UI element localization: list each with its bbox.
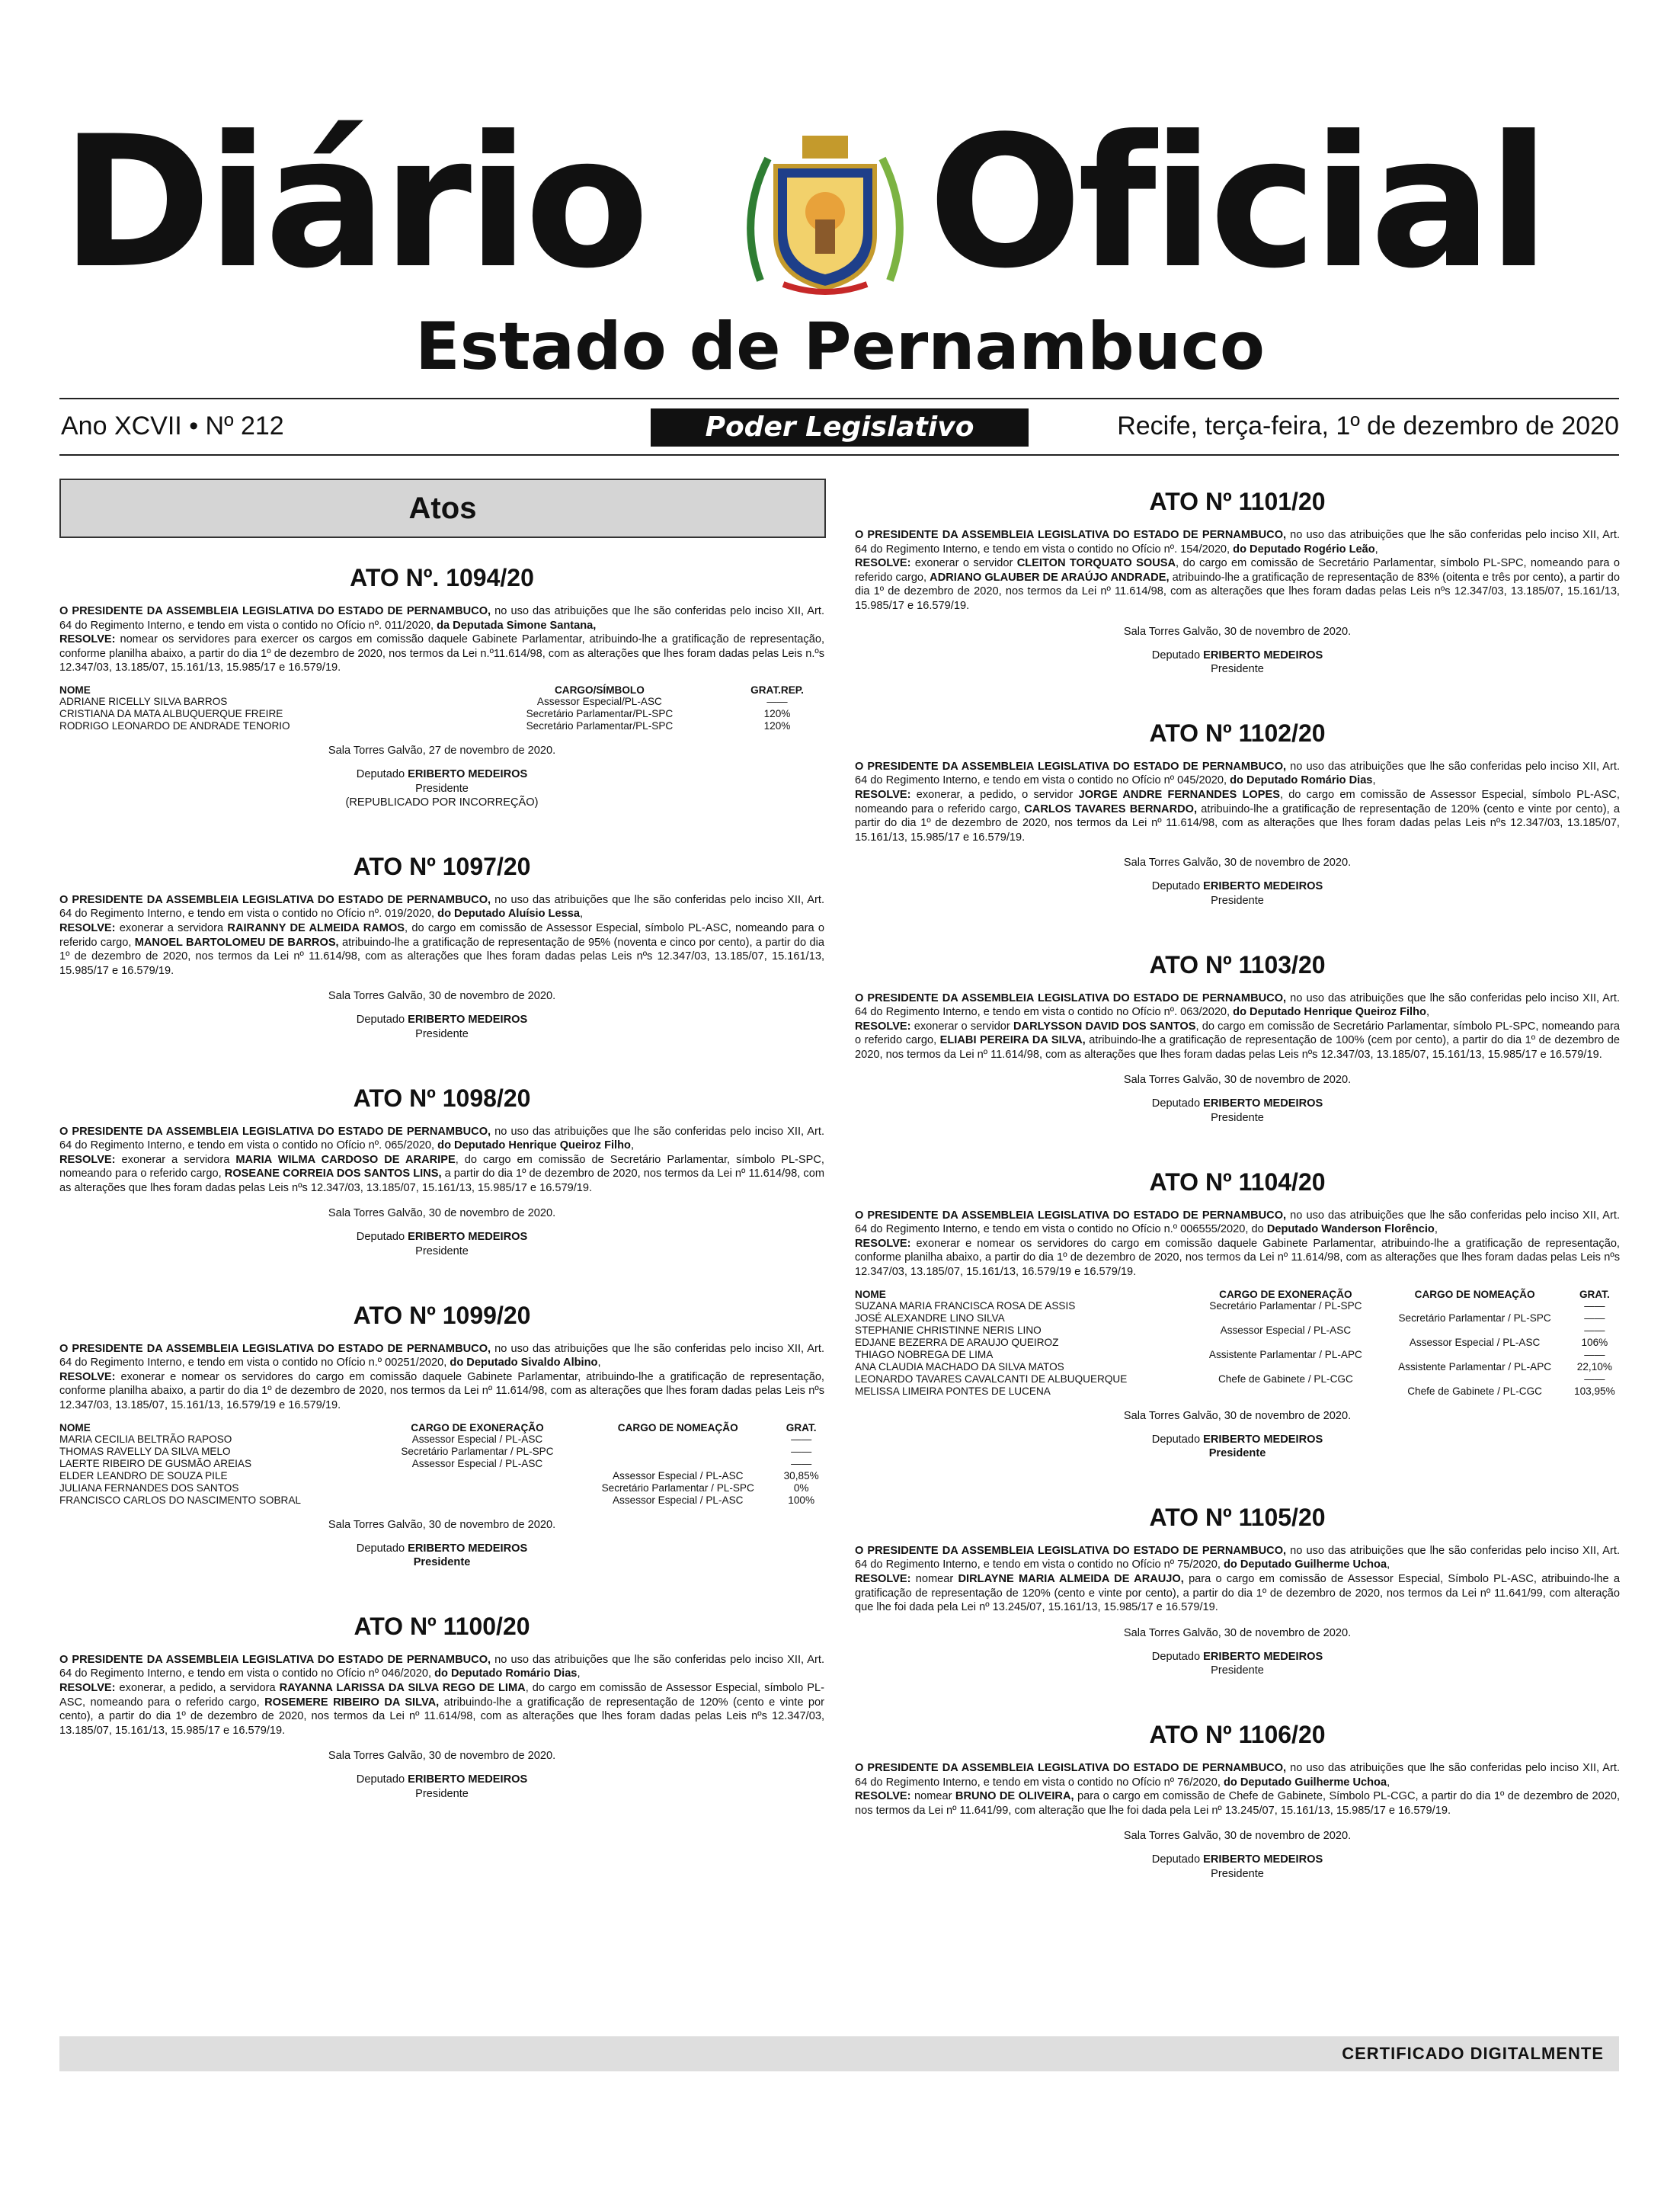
ato-1102	[855, 719, 1620, 908]
table-row: ELDER LEANDRO DE SOUZA PILE Assessor Especial / PL-ASC 30,85%	[59, 1469, 819, 1481]
ato-title: ATO Nº 1102/20	[1149, 719, 1326, 747]
signature: Deputado ERIBERTO MEDEIROS Presidente	[1151, 649, 1323, 676]
table-row: MARIA CECILIA BELTRÃO RAPOSO Assessor Especial / PL-ASC ——	[59, 1433, 812, 1445]
right-column	[855, 479, 1620, 1924]
ato-body: O PRESIDENTE DA ASSEMBLEIA LEGISLATIVA DO ESTADO DE PERNAMBUCO, no uso das atribuições que lhe são conferidas pelo inciso XII, Art. 64 do Regimento Interno, e tendo em vista o contido no Ofício nº. 154/2020, do Deputado Rogério Leão, RESOLVE: exonerar o servidor CLEITON TORQUATO SOUSA, do cargo em comissão de Secretário Parlamentar, símbolo PL-SPC, nomeando para o referido cargo, ADRIANO GLAUBER DE ARAÚJO ANDRADE, atribuindo-lhe a gratificação de representação de 83% (oitenta e três por cento), a partir do dia 1º de dezembro de 2020, nos termos da Lei nº 11.614/98, com as alterações que lhes foram dadas pelas Leis nºs 12.347/03, 13.185/07, 15.161/13, 15.985/17 e 16.579/19.	[855, 529, 1621, 612]
atos-header: Atos	[59, 479, 826, 538]
ato-body: O PRESIDENTE DA ASSEMBLEIA LEGISLATIVA DO ESTADO DE PERNAMBUCO, no uso das atribuições que lhe são conferidas pelo inciso XII, Art. 64 do Regimento Interno, e tendo em vista o contido no Ofício n.º 00251/2020, do Deputado Sivaldo Albino, RESOLVE: exonerar e nomear os servidores do cargo em comissão daquele Gabinete Parlamentar, atribuindo-lhe a gratificação de representação, conforme planilha abaixo, a partir do dia 1º de dezembro de 2020, nos termos da Lei nº 11.614/98, com as alterações que lhes foram dadas pelas Leis nºs 12.347/03, 13.185/07, 15.161/13, 16.579/19 e 16.579/19.	[59, 1342, 825, 1412]
issue-number: Ano XCVII • Nº 212	[61, 412, 284, 440]
signature: Deputado ERIBERTO MEDEIROS Presidente	[356, 1231, 528, 1258]
signature: Deputado ERIBERTO MEDEIROS Presidente	[1151, 1433, 1323, 1460]
place-date: Sala Torres Galvão, 30 de novembro de 2020.	[1123, 1830, 1352, 1843]
table-row: STEPHANIE CHRISTINNE NERIS LINO Assessor Especial / PL-ASC ——	[855, 1324, 1605, 1336]
table-row: SUZANA MARIA FRANCISCA ROSA DE ASSIS Secretário Parlamentar / PL-SPC ——	[855, 1299, 1605, 1312]
ato-title: ATO Nº 1104/20	[1149, 1168, 1326, 1196]
place-date: Sala Torres Galvão, 30 de novembro de 2020.	[328, 1518, 556, 1531]
place-date: Sala Torres Galvão, 30 de novembro de 2020.	[1123, 625, 1352, 638]
signature: Deputado ERIBERTO MEDEIROS Presidente	[1151, 880, 1323, 907]
signature: Deputado ERIBERTO MEDEIROS Presidente	[356, 1542, 528, 1569]
signature: Deputado ERIBERTO MEDEIROS Presidente	[356, 1773, 528, 1800]
ato-title: ATO Nº 1101/20	[1149, 488, 1326, 515]
ato-1103	[855, 951, 1620, 1126]
table-row: CRISTIANA DA MATA ALBUQUERQUE FREIRE Secretário Parlamentar/PL-SPC 120%	[59, 707, 791, 719]
ato-title: ATO Nº. 1094/20	[350, 564, 534, 591]
digital-certificate-label: CERTIFICADO DIGITALMENTE	[1342, 2044, 1604, 2063]
ato-1101	[855, 488, 1620, 677]
ato-body: O PRESIDENTE DA ASSEMBLEIA LEGISLATIVA DO ESTADO DE PERNAMBUCO, no uso das atribuições que lhe são conferidas pelo inciso XII, Art. 64 do Regimento Interno, e tendo em vista o contido no Ofício nº. 019/2020, do Deputado Aluísio Lessa, RESOLVE: exonerar a servidora RAIRANNY DE ALMEIDA RAMOS, do cargo em comissão de Assessor Especial, símbolo PL-ASC, nomeando para o referido cargo, MANOEL BARTOLOMEU DE BARROS, atribuindo-lhe a gratificação de representação de 95% (noventa e cinco por cento), a partir do dia 1º de dezembro de 2020, nos termos da Lei nº 11.614/98, com as alterações que lhes foram dadas pelas Leis nºs 12.347/03, 13.185/07, 15.161/13, 15.985/17 e 16.579/19.	[59, 893, 825, 977]
ato-body: O PRESIDENTE DA ASSEMBLEIA LEGISLATIVA DO ESTADO DE PERNAMBUCO, no uso das atribuições que lhe são conferidas pelo inciso XII, Art. 64 do Regimento Interno, e tendo em vista o contido no Ofício nº 75/2020, do Deputado Guilherme Uchoa, RESOLVE: nomear DIRLAYNE MARIA ALMEIDA DE ARAUJO, para o cargo em comissão de Assessor Especial, Símbolo PL-ASC, atribuindo-lhe a gratificação de representação de 120% (cento e vinte por cento), a partir do dia 1º de dezembro de 2020, nos termos da Lei nº 11.641/99, com alteração que lhe foi dada pela Lei nº 13.245/07, 15.161/13, 15.985/17 e 16.579/19.	[855, 1544, 1621, 1614]
servants-table: NOME CARGO DE EXONERAÇÃO CARGO DE NOMEAÇÃO GRAT. MARIA CECILIA BELTRÃO RAPOSO Assessor Especial / PL-ASC —— THOMAS RAVELLY DA SILVA MELO Secretário Parlamentar / PL-SPC —— LAERTE RIBEIRO DE GUSMÃO AREIAS Assessor Especial / PL-ASC —— ELDER LEANDRO DE SOUZA PILE Assessor Especial / PL-ASC 30,85% JULIANA FERNANDES DOS SANTOS Secretário Parlamentar / PL-SPC 0% FRANCISCO CARLOS DO NASCIMENTO SOBRAL Assessor Especial / PL-ASC 100%	[59, 1422, 824, 1507]
ato-1098	[59, 1084, 824, 1259]
table-row: FRANCISCO CARLOS DO NASCIMENTO SOBRAL Assessor Especial / PL-ASC 100%	[59, 1494, 815, 1506]
ato-title: ATO Nº 1097/20	[353, 852, 531, 880]
table-row: JOSÉ ALEXANDRE LINO SILVA Secretário Parlamentar / PL-SPC ——	[855, 1312, 1605, 1324]
section-label: Poder Legislativo	[651, 408, 1029, 447]
ato-1097	[59, 853, 824, 1042]
ato-1099	[59, 1302, 824, 1570]
ato-title: ATO Nº 1106/20	[1149, 1720, 1326, 1748]
ato-body: O PRESIDENTE DA ASSEMBLEIA LEGISLATIVA DO ESTADO DE PERNAMBUCO, no uso das atribuições que lhe são conferidas pelo inciso XII, Art. 64 do Regimento Interno, e tendo em vista o contido no Ofício n.º 006555/2020, do Deputado Wanderson Florêncio, RESOLVE: exonerar e nomear os servidores do cargo em comissão daquele Gabinete Parlamentar, atribuindo-lhe a gratificação de representação, conforme planilha abaixo, a partir do dia 1º de dezembro de 2020, nos termos da Lei nº 11.614/98, com as alterações que lhes foram dadas pelas Leis nºs 12.347/03, 13.185/07, 15.161/13, 16.579/19 e 16.579/19.	[855, 1209, 1621, 1279]
masthead	[0, 0, 1680, 457]
table-row: THOMAS RAVELLY DA SILVA MELO Secretário Parlamentar / PL-SPC ——	[59, 1445, 812, 1457]
ato-title: ATO Nº 1099/20	[353, 1301, 531, 1329]
signature: Deputado ERIBERTO MEDEIROS Presidente	[1151, 1650, 1323, 1677]
place-date: Sala Torres Galvão, 30 de novembro de 2020.	[328, 1750, 556, 1763]
servants-table: NOME CARGO/SÍMBOLO GRAT.REP. ADRIANE RICELLY SILVA BARROS Assessor Especial/PL-ASC —— CRISTIANA DA MATA ALBUQUERQUE FREIRE Secretário Parlamentar/PL-SPC 120% RODRIGO LEONARDO DE ANDRADE TENORIO Secretário Parlamentar/PL-SPC 120%	[59, 684, 824, 732]
place-date: Sala Torres Galvão, 30 de novembro de 2020.	[328, 990, 556, 1003]
table-row: LEONARDO TAVARES CAVALCANTI DE ALBUQUERQUE Chefe de Gabinete / PL-CGC ——	[855, 1373, 1605, 1385]
ato-body: O PRESIDENTE DA ASSEMBLEIA LEGISLATIVA DO ESTADO DE PERNAMBUCO, no uso das atribuições que lhe são conferidas pelo inciso XII, Art. 64 do Regimento Interno, e tendo em vista o contido no Ofício nº 045/2020, do Deputado Romário Dias, RESOLVE: exonerar, a pedido, o servidor JORGE ANDRE FERNANDES LOPES, do cargo em comissão de Assessor Especial, símbolo PL-ASC, nomeando para o referido cargo, CARLOS TAVARES BERNARDO, atribuindo-lhe a gratificação de representação de 120% (cento e vinte por cento), a partir do dia 1º de dezembro de 2020, nos termos da Lei nº 11.614/98, com as alterações que lhes foram dadas pelas Leis nºs 12.347/03, 13.185/07, 15.161/13, 15.985/17 e 16.579/19.	[855, 760, 1621, 844]
table-row: RODRIGO LEONARDO DE ANDRADE TENORIO Secretário Parlamentar/PL-SPC 120%	[59, 719, 791, 732]
masthead-rule-bottom	[59, 454, 1619, 456]
ato-body: O PRESIDENTE DA ASSEMBLEIA LEGISLATIVA DO ESTADO DE PERNAMBUCO, no uso das atribuições que lhe são conferidas pelo inciso XII, Art. 64 do Regimento Interno, e tendo em vista o contido no Ofício nº. 063/2020, do Deputado Henrique Queiroz Filho, RESOLVE: exonerar o servidor DARLYSSON DAVID DOS SANTOS, do cargo em comissão de Secretário Parlamentar, símbolo PL-SPC, nomeando para o referido cargo, ELIABI PEREIRA DA SILVA, atribuindo-lhe a gratificação de representação de 100% (cem por cento), a partir do dia 1º de dezembro de 2020, nos termos da Lei nº 11.614/98, com as alterações que lhes foram dadas pelas Leis nºs 12.347/03, 13.185/07, 15.161/13, 15.985/17 e 16.579/19.	[855, 991, 1621, 1061]
table-row: EDJANE BEZERRA DE ARAUJO QUEIROZ Assessor Especial / PL-ASC 106%	[855, 1336, 1608, 1348]
place-date: Sala Torres Galvão, 30 de novembro de 2020.	[1123, 1074, 1352, 1087]
signature: Deputado ERIBERTO MEDEIROS Presidente	[356, 1014, 528, 1040]
masthead-title-left: Diário	[61, 98, 645, 309]
ato-title: ATO Nº 1098/20	[353, 1084, 531, 1112]
table-row: MELISSA LIMEIRA PONTES DE LUCENA Chefe de Gabinete / PL-CGC 103,95%	[855, 1385, 1615, 1397]
issue-date: Recife, terça-feira, 1º de dezembro de 2020	[1117, 412, 1619, 440]
ato-1104	[855, 1168, 1620, 1461]
state-coat-of-arms-icon	[730, 128, 920, 300]
table-row: THIAGO NOBREGA DE LIMA Assistente Parlamentar / PL-APC ——	[855, 1348, 1605, 1360]
table-row: LAERTE RIBEIRO DE GUSMÃO AREIAS Assessor Especial / PL-ASC ——	[59, 1457, 812, 1469]
table-row: JULIANA FERNANDES DOS SANTOS Secretário Parlamentar / PL-SPC 0%	[59, 1481, 809, 1494]
place-date: Sala Torres Galvão, 30 de novembro de 2020.	[1123, 1626, 1352, 1639]
place-date: Sala Torres Galvão, 27 de novembro de 2020.	[328, 744, 556, 757]
ato-body: O PRESIDENTE DA ASSEMBLEIA LEGISLATIVA DO ESTADO DE PERNAMBUCO, no uso das atribuições que lhe são conferidas pelo inciso XII, Art. 64 do Regimento Interno, e tendo em vista o contido no Ofício nº. 011/2020, da Deputada Simone Santana, RESOLVE: nomear os servidores para exercer os cargos em comissão daquele Gabinete Parlamentar, atribuindo-lhe a gratificação de representação, conforme planilha abaixo, a partir do dia 1º de dezembro de 2020, nos termos da Lei n.º11.614/98, com as alterações que lhes foram dadas pelas Leis n.ºs 12.347/03, 13.185/07, 15.161/13, 15.985/17 e 16.579/19.	[59, 605, 825, 674]
signature: Deputado ERIBERTO MEDEIROS Presidente	[1151, 1853, 1323, 1880]
ato-1094	[59, 564, 824, 810]
signature: Deputado ERIBERTO MEDEIROS Presidente	[1151, 1097, 1323, 1125]
ato-body: O PRESIDENTE DA ASSEMBLEIA LEGISLATIVA DO ESTADO DE PERNAMBUCO, no uso das atribuições que lhe são conferidas pelo inciso XII, Art. 64 do Regimento Interno, e tendo em vista o contido no Ofício nº 046/2020, do Deputado Romário Dias, RESOLVE: exonerar, a pedido, a servidora RAYANNA LARISSA DA SILVA REGO DE LIMA, do cargo em comissão de Assessor Especial, símbolo PL-ASC, nomeando para o referido cargo, ROSEMERE RIBEIRO DA SILVA, atribuindo-lhe a gratificação de representação de 120% (cento e vinte por cento), a partir do dia 1º de dezembro de 2020, nos termos da Lei nº 11.614/98, com as alterações que lhes foram dadas pelas Leis nºs 12.347/03, 13.185/07, 15.161/13, 15.985/17 e 16.579/19.	[59, 1653, 825, 1737]
table-row: ANA CLAUDIA MACHADO DA SILVA MATOS Assistente Parlamentar / PL-APC 22,10%	[855, 1360, 1612, 1373]
ato-1100	[59, 1613, 824, 1802]
servants-table: NOME CARGO DE EXONERAÇÃO CARGO DE NOMEAÇÃO GRAT. SUZANA MARIA FRANCISCA ROSA DE ASSIS Secretário Parlamentar / PL-SPC —— JOSÉ ALEXANDRE LINO SILVA Secretário Parlamentar / PL-SPC —— STEPHANIE CHRISTINNE NERIS LINO Assessor Especial / PL-ASC —— EDJANE BEZERRA DE ARAUJO QUEIROZ Assessor Especial / PL-ASC 106% THIAGO NOBREGA DE LIMA Assistente Parlamentar / PL-APC —— ANA CLAUDIA MACHADO DA SILVA MATOS Assistente Parlamentar / PL-APC 22,10% LEONARDO TAVARES CAVALCANTI DE ALBUQUERQUE Chefe de Gabinete / PL-CGC —— MELISSA LIMEIRA PONTES DE LUCENA Chefe de Gabinete / PL-CGC 103,95%	[855, 1289, 1620, 1398]
ato-body: O PRESIDENTE DA ASSEMBLEIA LEGISLATIVA DO ESTADO DE PERNAMBUCO, no uso das atribuições que lhe são conferidas pelo inciso XII, Art. 64 do Regimento Interno, e tendo em vista o contido no Ofício nº. 065/2020, do Deputado Henrique Queiroz Filho, RESOLVE: exonerar a servidora MARIA WILMA CARDOSO DE ARARIPE, do cargo em comissão de Secretário Parlamentar, símbolo PL-SPC, nomeando para o referido cargo, ROSEANE CORREIA DOS SANTOS LINS, a partir do dia 1º de dezembro de 2020, nos termos da Lei nº 11.614/98, com as alterações que lhes foram dadas pelas Leis nºs 12.347/03, 13.185/07, 15.161/13, 15.985/17 e 16.579/19.	[59, 1125, 825, 1194]
ato-title: ATO Nº 1103/20	[1149, 950, 1326, 979]
ato-title: ATO Nº 1100/20	[354, 1612, 530, 1640]
ato-title: ATO Nº 1105/20	[1149, 1503, 1326, 1531]
masthead-rule-top	[59, 398, 1619, 399]
table-row: ADRIANE RICELLY SILVA BARROS Assessor Especial/PL-ASC ——	[59, 695, 788, 707]
place-date: Sala Torres Galvão, 30 de novembro de 2020.	[1123, 857, 1352, 870]
ato-body: O PRESIDENTE DA ASSEMBLEIA LEGISLATIVA DO ESTADO DE PERNAMBUCO, no uso das atribuições que lhe são conferidas pelo inciso XII, Art. 64 do Regimento Interno, e tendo em vista o contido no Ofício nº 76/2020, do Deputado Guilherme Uchoa, RESOLVE: nomear BRUNO DE OLIVEIRA, para o cargo em comissão de Chefe de Gabinete, Símbolo PL-CGC, a partir do dia 1º de dezembro de 2020, nos termos da Lei nº 11.641/99, com alteração que lhe foi dada pela Lei nº 13.245/07, 15.161/13, 15.985/17 e 16.579/19.	[855, 1761, 1621, 1817]
masthead-subtitle: Estado de Pernambuco	[415, 309, 1265, 385]
left-column	[59, 479, 824, 1844]
signature: Deputado ERIBERTO MEDEIROS Presidente (REPUBLICADO POR INCORREÇÃO)	[345, 767, 539, 809]
masthead-title-right: Oficial	[928, 98, 1546, 309]
ato-1105	[855, 1504, 1620, 1678]
place-date: Sala Torres Galvão, 30 de novembro de 2020.	[1123, 1409, 1352, 1422]
ato-1106	[855, 1721, 1620, 1882]
place-date: Sala Torres Galvão, 30 de novembro de 2020.	[328, 1207, 556, 1220]
